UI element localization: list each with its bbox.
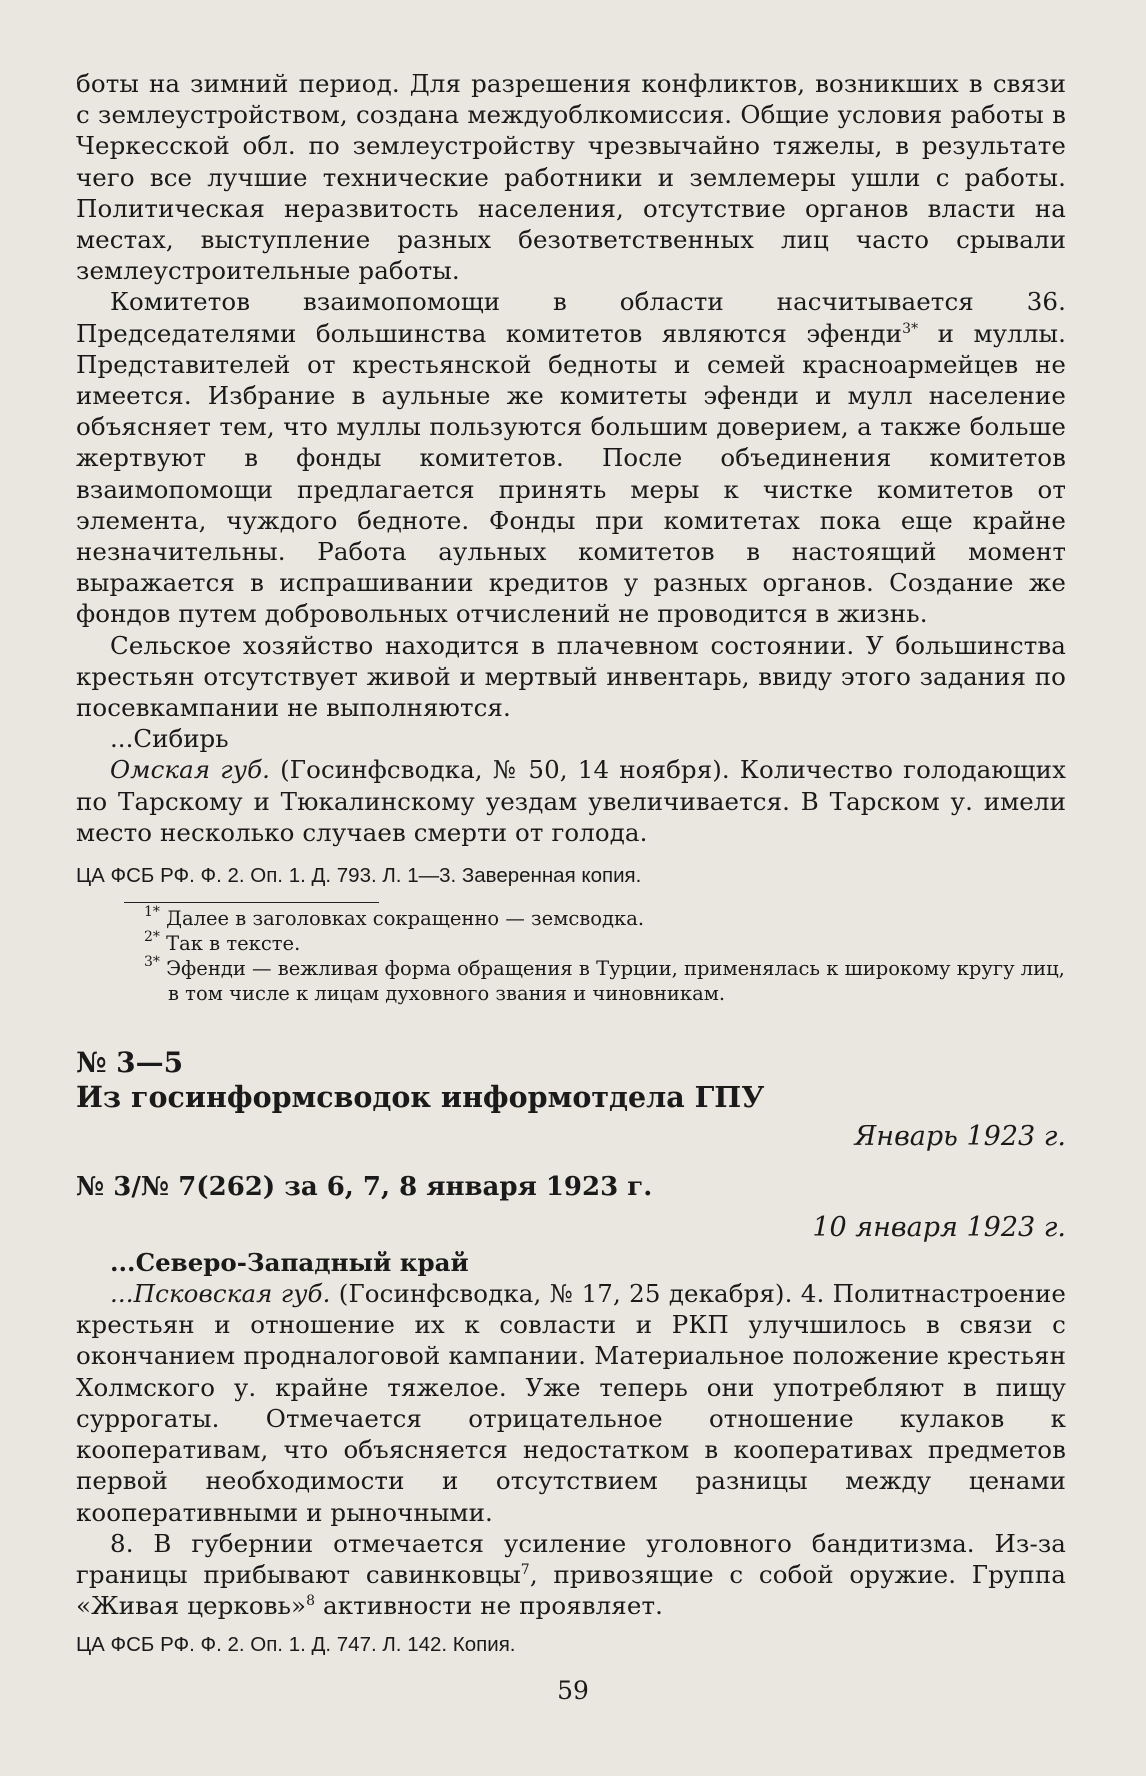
paragraph-text: , привозящие с собой оружие. Группа «Живая церковь» xyxy=(76,1559,1066,1621)
document-date: Январь 1923 г. xyxy=(854,1121,1066,1153)
footnote-item xyxy=(144,906,1066,931)
region-heading-siberia: ...Сибирь xyxy=(110,724,229,754)
province-name: ...Псковская губ. xyxy=(110,1279,331,1309)
paragraph-omsk xyxy=(76,754,1066,848)
footnote-text: Эфенди — вежливая форма обращения в Турции, применялась к широкому кругу лиц, в том числе к лицам духовного звания и чиновникам. xyxy=(159,957,1065,1006)
paragraph-mutual-aid-committees xyxy=(76,286,1066,629)
footnote-mark: 2* xyxy=(144,929,160,946)
report-heading: № 3/№ 7(262) за 6, 7, 8 января 1923 г. xyxy=(76,1172,653,1203)
footnote-mark: 1* xyxy=(144,904,160,921)
paragraph-text: (Госинфсводка, № 17, 25 декабря). 4. Политнастроение крестьян и отношение их к совласти и РКП улучшилось в связи с окончанием продналоговой кампании. Материальное положение крестьян Холмского у. крайне тяжелое. Уже теперь они употребляют в пищу суррогаты. Отмечается отрицательное отношение кулаков к кооперативам, что объясняется недостатком в кооперативах предметов первой необходимости и отсутствием разницы между ценами кооперативными и рыночными. xyxy=(76,1279,1066,1527)
paragraph-land-management: боты на зимний период. Для разрешения конфликтов, возникших в связи с землеустройством, создана междуоблкомиссия. Общие условия работы в Черкесской обл. по землеустройству чрезвычайно тяжелы, в результате чего все лучшие технические работники и землемеры ушли с работы. Политическая неразвитость населения, отсутствие органов власти на местах, выступление разных безответственных лиц часто срывали землеустроительные работы. xyxy=(76,69,1066,286)
footnote-ref: 7 xyxy=(520,1561,530,1578)
footnote-text: Далее в заголовках сокращенно — земсводка. xyxy=(159,907,645,931)
paragraph-text: и муллы. Представителей от крестьянской бедноты и семей красноармейцев не имеется. Избрание в аульные же комитеты эфенди и мулл население объясняет тем, что муллы пользуются большим доверием, а также больше жертвуют в фонды комитетов. После объединения комитетов взаимопомощи предлагается принять меры к чистке комитетов от элемента, чуждого бедноте. Фонды при комитетах пока еще крайне незначительны. Работа аульных комитетов в настоящий момент выражается в испрашивании кредитов у разных органов. Создание же фондов путем добровольных отчислений не проводится в жизнь. xyxy=(76,318,1066,629)
footnote-divider xyxy=(124,902,379,903)
document-title: Из госинформсводок информотдела ГПУ xyxy=(76,1080,765,1115)
region-heading-northwest: ...Северо-Западный край xyxy=(110,1248,469,1278)
footnote-ref: 8 xyxy=(306,1593,316,1610)
paragraph-text: активности не проявляет. xyxy=(315,1591,663,1621)
footnote-item xyxy=(144,956,1066,1006)
report-date: 10 января 1923 г. xyxy=(812,1212,1066,1244)
paragraph-banditry xyxy=(76,1528,1066,1622)
archive-source: ЦА ФСБ РФ. Ф. 2. Оп. 1. Д. 747. Л. 142. Копия. xyxy=(76,1633,516,1657)
paragraph-pskov xyxy=(76,1278,1066,1528)
archive-source: ЦА ФСБ РФ. Ф. 2. Оп. 1. Д. 793. Л. 1—3. Заверенная копия. xyxy=(76,864,642,888)
footnotes xyxy=(144,906,1066,1006)
footnote-mark: 3* xyxy=(144,954,160,971)
page-number: 59 xyxy=(557,1676,589,1705)
footnote-text: Так в тексте. xyxy=(159,932,301,956)
province-name: Омская губ. xyxy=(110,755,271,785)
footnote-item xyxy=(144,931,1066,956)
document-number: № 3—5 xyxy=(76,1046,184,1080)
paragraph-text: (Госинфсводка, № 50, 14 ноября). Количество голодающих по Тарскому и Тюкалинскому уездам увеличивается. В Тарском у. имели место несколько случаев смерти от голода. xyxy=(76,755,1066,847)
footnote-ref: 3* xyxy=(902,320,919,337)
paragraph-text: 8. В губернии отмечается усиление уголовного бандитизма. Из-за границы прибывают савинковцы xyxy=(76,1528,1066,1589)
paragraph-text: Комитетов взаимопомощи в области насчитывается 36. Председателями большинства комитетов являются эфенди xyxy=(76,287,1066,348)
paragraph-agriculture: Сельское хозяйство находится в плачевном состоянии. У большинства крестьян отсутствует живой и мертвый инвентарь, ввиду этого задания по посевкампании не выполняются. xyxy=(76,630,1066,723)
